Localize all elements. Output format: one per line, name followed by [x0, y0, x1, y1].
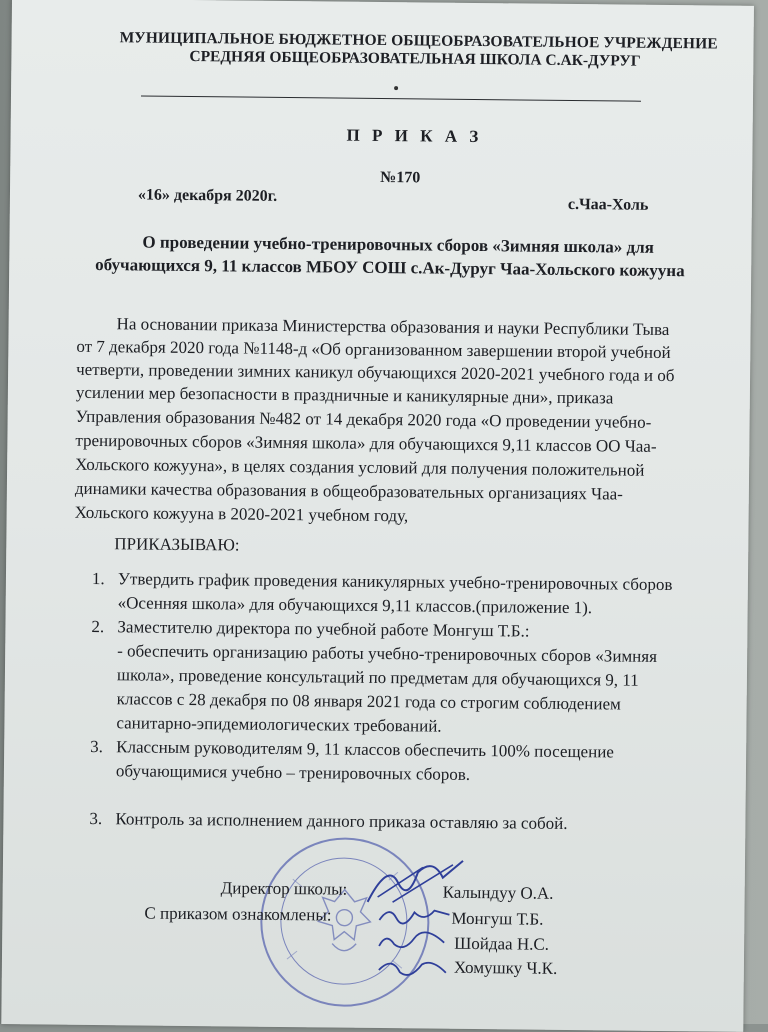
acquainted-name: Шойдаа Н.С.	[454, 933, 550, 954]
khomushku-signature	[374, 954, 454, 983]
acquainted-name: Хомушку Ч.К.	[453, 957, 558, 978]
body-line: динамики качества образования в общеобразовательных организациях Чаа-	[74, 478, 624, 504]
director-label: Директор школы:	[220, 878, 348, 899]
item-line: Заместителю директора по учебной работе Монгуш Т.Б.:	[117, 617, 530, 641]
acquainted-label: С приказом ознакомлены:	[144, 903, 332, 925]
item-line: Классным руководителям 9, 11 классов обеспечить 100% посещение	[116, 737, 614, 762]
order-subject-line2: обучающихся 9, 11 классов МБОУ СОШ с.Ак-Дуруг Чаа-Хольского кожууна	[95, 255, 685, 281]
order-subject-line1: О проведении учебно-тренировочных сборов «Зимняя школа» для	[142, 232, 655, 257]
header-divider	[141, 95, 641, 101]
order-number: №170	[380, 168, 421, 187]
document-title: П Р И К А З	[346, 125, 483, 147]
item-line: - обеспечить организацию работы учебно-тренировочных сборов «Зимняя	[117, 641, 658, 666]
body-line: Хольского кожууна», в целях создания условий для получения положительной	[75, 454, 645, 480]
item-line: санитарно-эпидемиологических требований.	[116, 713, 442, 736]
mongush-signature	[374, 900, 454, 931]
body-line: от 7 декабря 2020 года №1148-д «Об организованном завершении второй учебной	[76, 336, 671, 363]
order-place: с.Чаа-Холь	[567, 195, 649, 214]
institution-name-line2: СРЕДНЯЯ ОБЩЕОБРАЗОВАТЕЛЬНАЯ ШКОЛА С.АК-ДУРУГ	[189, 47, 641, 70]
body-line: На основании приказа Министерства образования и науки Республики Тыва	[116, 314, 670, 340]
acquainted-name: Монгуш Т.Б.	[451, 908, 544, 929]
order-date: «16» декабря 2020г.	[137, 186, 278, 205]
item-line: школа», проведение консультаций по предметам для обучающихся 9, 11	[116, 665, 639, 690]
director-name: Калындуу О.А.	[442, 882, 554, 903]
item-number: 3.	[89, 808, 103, 829]
item-line: Утвердить график проведения каникулярных учебно-тренировочных сборов	[117, 569, 673, 595]
item-number: 2.	[91, 616, 105, 637]
document-page	[1, 0, 754, 1032]
body-line: Хольского кожууна в 2020-2021 учебном году,	[74, 502, 409, 526]
item-number: 3.	[90, 736, 104, 757]
item-line: «Осенняя школа» для обучающихся 9,11 классов.(приложение 1).	[117, 593, 593, 618]
institution-name-line1: МУНИЦИПАЛЬНОЕ БЮДЖЕТНОЕ ОБЩЕОБРАЗОВАТЕЛЬНОЕ УЧРЕЖДЕНИЕ	[119, 29, 718, 53]
item-line: классов с 28 декабря по 08 января 2021 года со строгим соблюдением	[116, 689, 621, 714]
body-line: усилении мер безопасности в праздничные и каникулярные дни», приказа	[75, 382, 614, 408]
body-line: четверти, проведении зимних каникул обучающихся 2020-2021 учебного года и об	[76, 359, 675, 386]
item-line: Контроль за исполнением данного приказа оставляю за собой.	[115, 809, 568, 833]
item-number: 1.	[91, 568, 105, 589]
header-dot	[394, 86, 398, 90]
item-line: обучающимися учебно – тренировочных сборов.	[115, 761, 471, 784]
body-line: Управления образования №482 от 14 декабря 2020 года «О проведении учебно-	[75, 406, 652, 432]
shoydaa-signature	[374, 928, 454, 957]
body-line: тренировочных сборов «Зимняя школа» для обучающихся 9,11 классов ОО Чаа-	[75, 430, 657, 456]
order-word: ПРИКАЗЫВАЮ:	[114, 534, 240, 555]
